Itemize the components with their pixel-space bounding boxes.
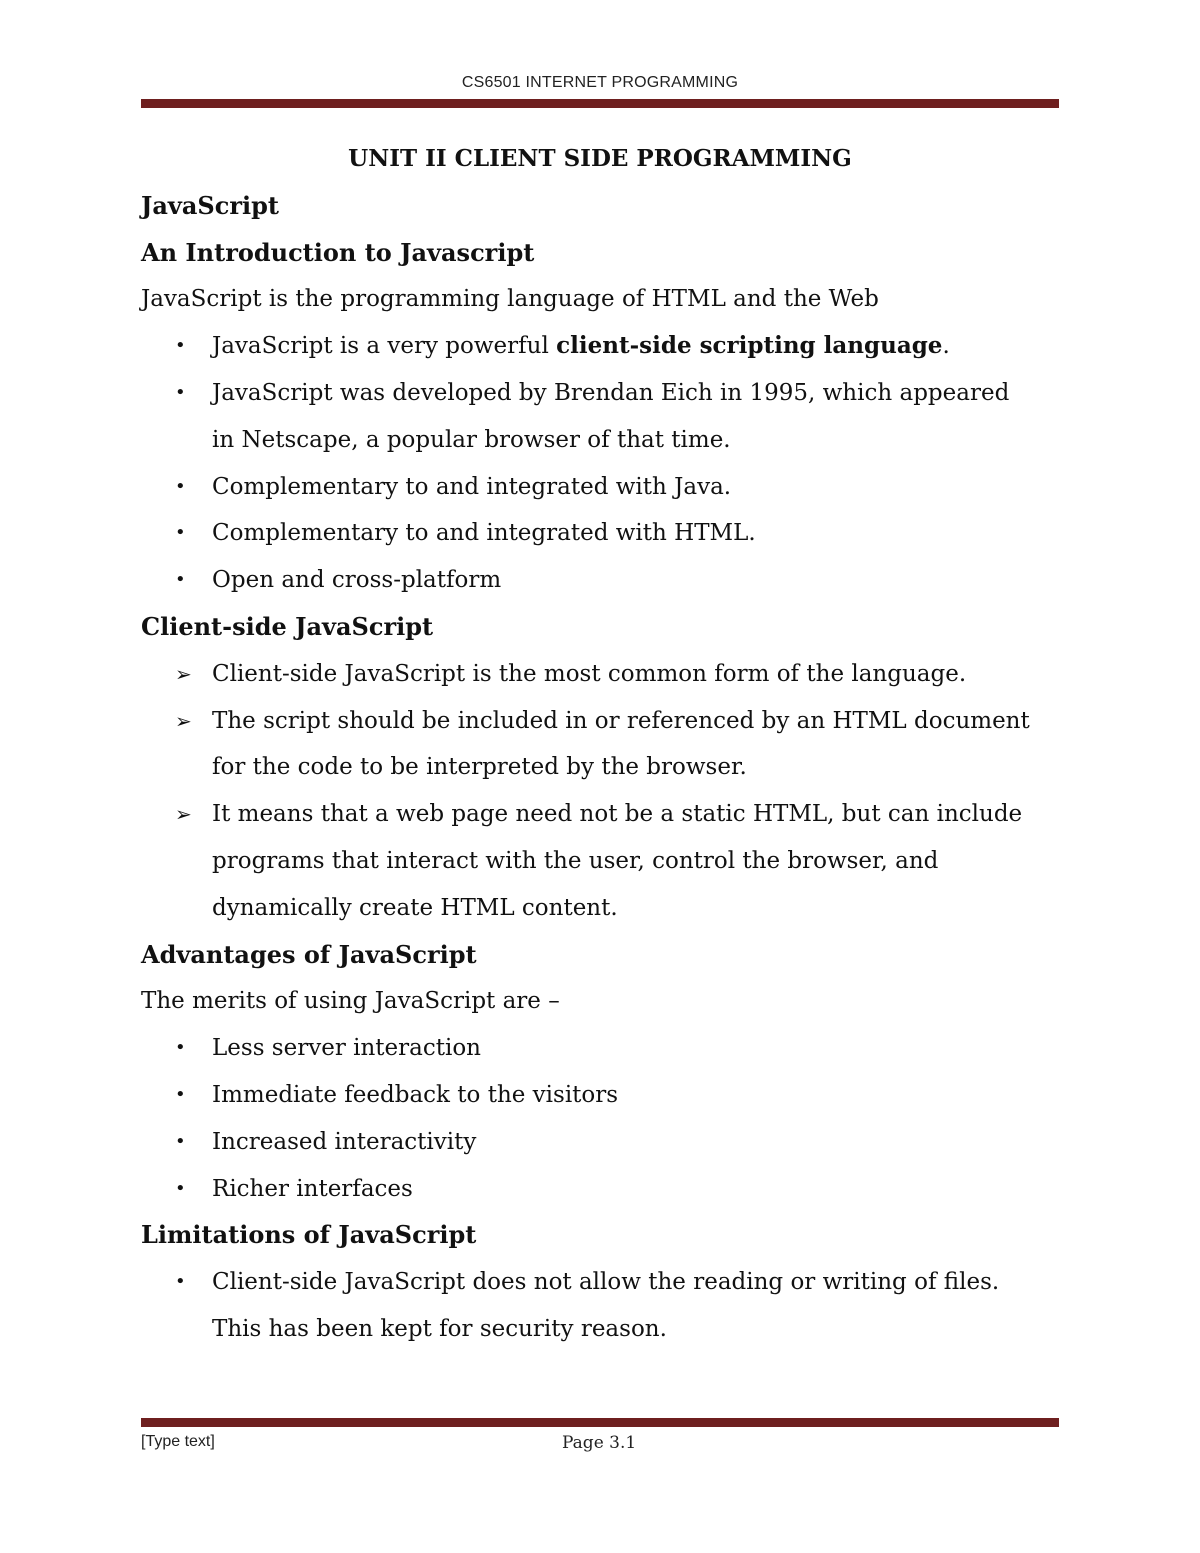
- unit-title: UNIT II CLIENT SIDE PROGRAMMING: [348, 145, 852, 172]
- footer-placeholder-text: [Type text]: [141, 1433, 215, 1450]
- list-item: • Complementary to and integrated with Java.: [141, 464, 1071, 511]
- list-item: • Client-side JavaScript does not allow the reading or writing of files. This has been kept for security reason.: [141, 1259, 1071, 1353]
- intro-lead: JavaScript is the programming language of HTML and the Web: [141, 286, 879, 313]
- list-item: • JavaScript is a very powerful client-side scripting language.: [141, 323, 1071, 370]
- limitations-bullet-list: [141, 1259, 1071, 1353]
- arrow-bullet-icon: ➢: [175, 802, 192, 827]
- document-body: [141, 136, 1071, 1353]
- bullet-icon: •: [175, 1271, 186, 1293]
- list-item: ➢ Client-side JavaScript is the most common form of the language.: [141, 651, 1071, 698]
- bullet-icon: •: [175, 1037, 186, 1059]
- bullet-icon: •: [175, 569, 186, 591]
- bullet-icon: •: [175, 335, 186, 357]
- list-item: ➢ It means that a web page need not be a static HTML, but can include programs that interact with the user, control the browser, and dynamically create HTML content.: [141, 791, 1071, 931]
- section-heading-intro: An Introduction to Javascript: [141, 237, 535, 267]
- page-number: Page 3.1: [562, 1433, 637, 1453]
- advantages-lead: The merits of using JavaScript are –: [141, 988, 560, 1015]
- client-side-arrow-list: [141, 651, 1071, 932]
- bullet-icon: •: [175, 522, 186, 544]
- section-heading-advantages: Advantages of JavaScript: [141, 939, 477, 969]
- header-rule: [141, 99, 1059, 108]
- section-heading-limitations: Limitations of JavaScript: [141, 1220, 477, 1250]
- arrow-bullet-icon: ➢: [175, 661, 192, 686]
- page-header-title: CS6501 INTERNET PROGRAMMING: [461, 74, 739, 91]
- bullet-icon: •: [175, 1130, 186, 1152]
- bullet-icon: •: [175, 475, 186, 497]
- list-item: • JavaScript was developed by Brendan Eich in 1995, which appeared in Netscape, a popular browser of that time.: [141, 370, 1071, 464]
- bullet-icon: •: [175, 1083, 186, 1105]
- advantages-bullet-list: [141, 1025, 1071, 1212]
- intro-bullet-list: [141, 323, 1071, 604]
- emphasis-text: client-side scripting language: [556, 332, 943, 360]
- bullet-icon: •: [175, 381, 186, 403]
- list-item: • Complementary to and integrated with HTML.: [141, 510, 1071, 557]
- list-item: ➢ The script should be included in or referenced by an HTML document for the code to be interpreted by the browser.: [141, 698, 1071, 792]
- list-item: • Richer interfaces: [141, 1166, 1071, 1213]
- section-heading-client-side: Client-side JavaScript: [141, 611, 434, 641]
- list-item: • Immediate feedback to the visitors: [141, 1072, 1071, 1119]
- bullet-icon: •: [175, 1177, 186, 1199]
- list-item: • Less server interaction: [141, 1025, 1071, 1072]
- footer-rule: [141, 1418, 1059, 1427]
- list-item: • Increased interactivity: [141, 1119, 1071, 1166]
- arrow-bullet-icon: ➢: [175, 708, 192, 733]
- list-item: • Open and cross-platform: [141, 557, 1071, 604]
- section-heading-javascript: JavaScript: [141, 190, 279, 220]
